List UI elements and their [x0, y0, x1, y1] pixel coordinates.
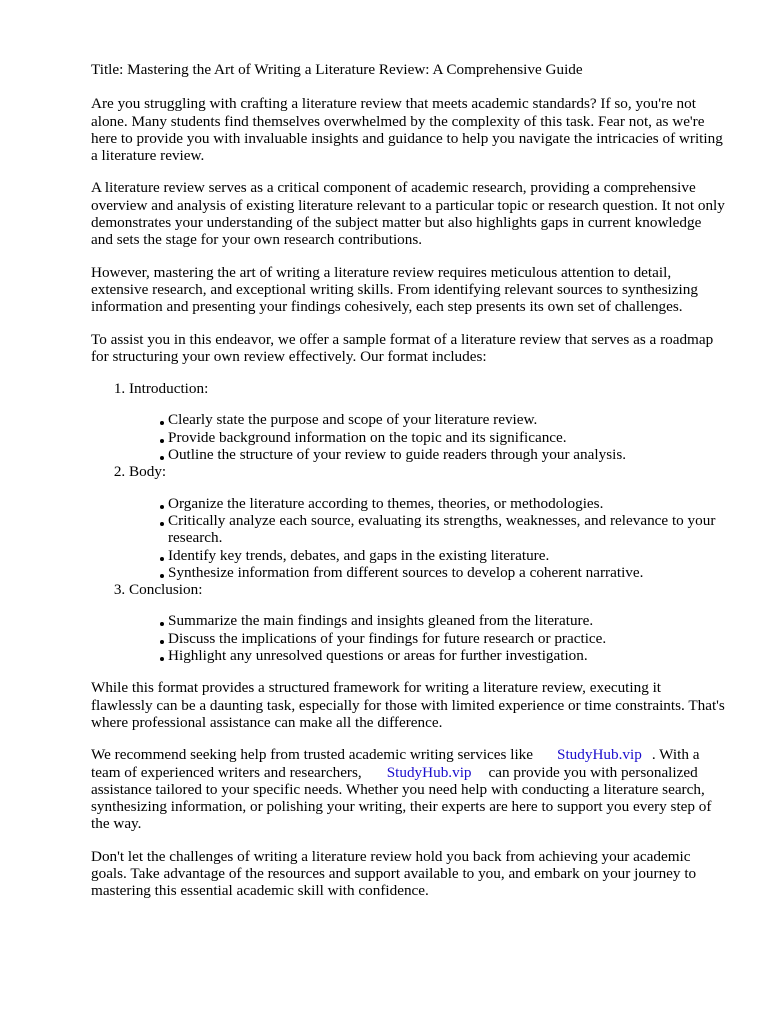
paragraph-definition: A literature review serves as a critical component of academic research, providing a comprehensive overview and analysis of existing literature relevant to a particular topic or research question. It not only demonstrates your understanding of the subject matter but also highlights gaps in current knowledge and sets the stage for your own research contributions.: [91, 179, 725, 249]
section-label: 2. Body:: [129, 463, 167, 481]
studyhub-link-2[interactable]: StudyHub.vip: [386, 763, 472, 781]
section-points: [129, 612, 726, 664]
bullet-point: Provide background information on the topic and its significance.: [168, 429, 726, 446]
section-points: [129, 411, 726, 463]
section-points: [129, 495, 726, 581]
paragraph-intro: Are you struggling with crafting a literature review that meets academic standards? If so, you're not alone. Many students find themselves overwhelmed by the complexity of this task. Fear not, as we're here to provide you with invaluable insights and guidance to help you navigate the intricacies of writing a literature review.: [91, 95, 723, 165]
studyhub-link[interactable]: StudyHub.vip: [557, 746, 642, 764]
document-body: [91, 61, 726, 915]
bullet-point: Organize the literature according to themes, theories, or methodologies.: [168, 495, 726, 512]
bullet-point: Discuss the implications of your findings for future research or practice.: [168, 630, 726, 647]
section-label: 1. Introduction:: [129, 380, 209, 398]
bullet-point: Clearly state the purpose and scope of your literature review.: [168, 411, 726, 428]
paragraph-recommendation: [91, 746, 726, 832]
section-label: 3. Conclusion:: [129, 581, 203, 599]
section-item: [129, 380, 726, 463]
section-item: [129, 463, 726, 581]
bullet-point: Identify key trends, debates, and gaps in the existing literature.: [168, 547, 726, 564]
bullet-point: Highlight any unresolved questions or areas for further investigation.: [168, 647, 726, 664]
paragraph-format-intro: To assist you in this endeavor, we offer a sample format of a literature review that serves as a roadmap for structuring your own review effectively. Our format includes:: [91, 330, 714, 365]
format-sections-list: [91, 380, 726, 664]
paragraph-closing: Don't let the challenges of writing a literature review hold you back from achieving your academic goals. Take advantage of the resources and support available to you, and embark on your journey to mastering this essential academic skill with confidence.: [91, 847, 697, 900]
recommendation-text-1: We recommend seeking help from trusted academic writing services like: [91, 746, 534, 764]
recommendation-text-2: . With a team of experienced writers and researchers,: [91, 746, 700, 781]
bullet-point: Summarize the main findings and insights gleaned from the literature.: [168, 612, 726, 629]
paragraph-assistance: While this format provides a structured framework for writing a literature review, executing it flawlessly can be a daunting task, especially for those with limited experience or time constraints. That's where professional assistance can make all the difference.: [91, 679, 725, 731]
document-title: Title: Mastering the Art of Writing a Literature Review: A Comprehensive Guide: [91, 61, 583, 78]
bullet-point: Synthesize information from different sources to develop a coherent narrative.: [168, 564, 726, 581]
bullet-point: Critically analyze each source, evaluating its strengths, weaknesses, and relevance to your research.: [168, 512, 726, 547]
recommendation-text-3: can provide you with personalized assistance tailored to your specific needs. Whether you need help with conducting a literature search, synthesizing information, or polishing your writing, their experts are here to support you every step of the way.: [91, 763, 712, 833]
section-item: [129, 581, 726, 664]
bullet-point: Outline the structure of your review to guide readers through your analysis.: [168, 446, 726, 463]
paragraph-challenges: However, mastering the art of writing a literature review requires meticulous attention to detail, extensive research, and exceptional writing skills. From identifying relevant sources to synthesizing information and presenting your findings cohesively, each step presents its own set of challenges.: [91, 263, 698, 316]
